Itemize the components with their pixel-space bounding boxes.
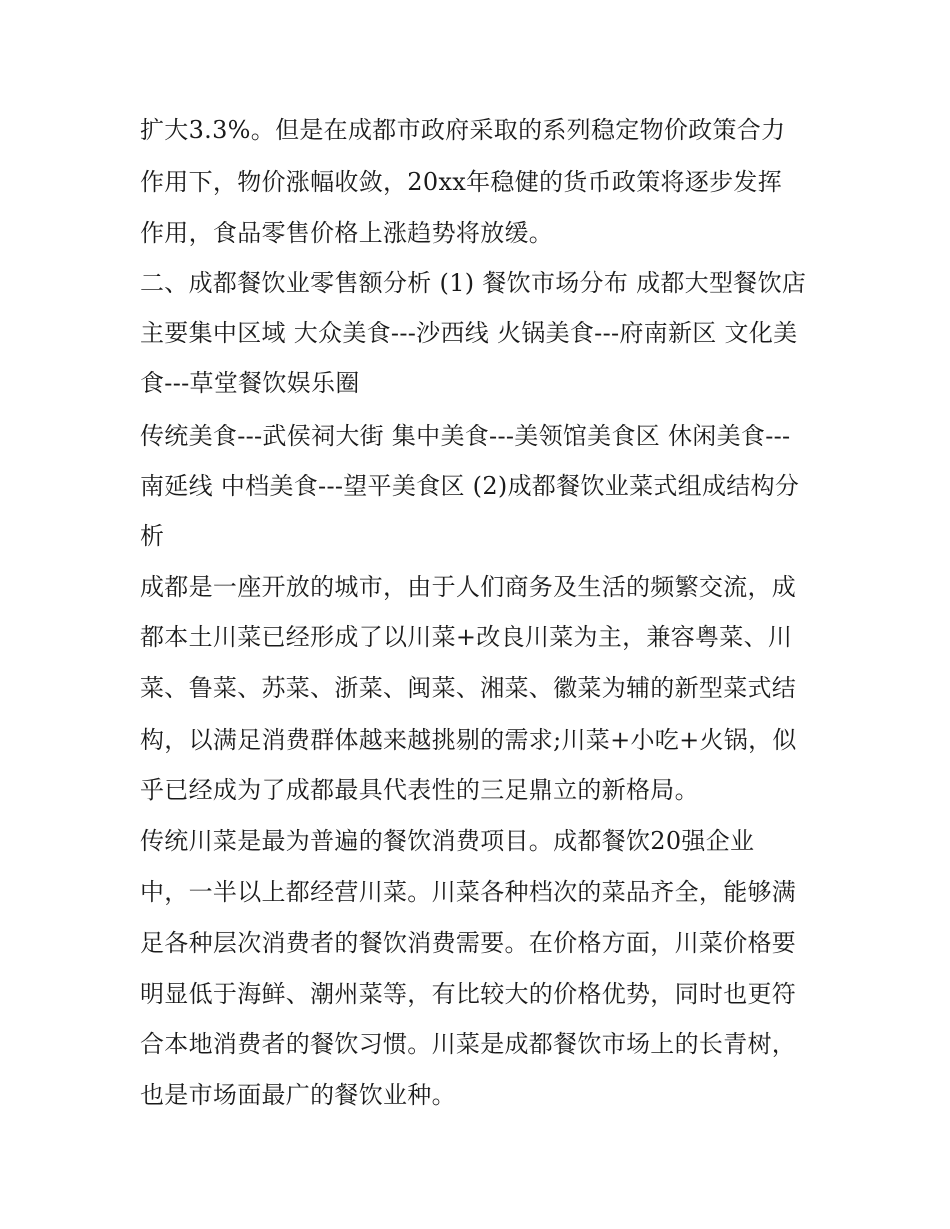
text-line: 南延线 中档美食---望平美食区 (2)成都餐饮业菜式组成结构分 [140, 472, 800, 500]
text-line: 传统美食---武侯祠大街 集中美食---美领馆美食区 休闲美食--- [140, 422, 791, 450]
text-line: 成都是一座开放的城市，由于人们商务及生活的频繁交流，成 [140, 573, 797, 601]
text-line: 乎已经成为了成都最具代表性的三足鼎立的新格局。 [140, 776, 699, 804]
text-line: 合本地消费者的餐饮习惯。川菜是成都餐饮市场上的长青树， [140, 1030, 797, 1058]
text-line: 扩大3.3%。但是在成都市政府采取的系列稳定物价政策合力 [140, 116, 786, 144]
text-line: 作用下，物价涨幅收敛，20xx年稳健的货币政策将逐步发挥 [140, 168, 783, 196]
text-line: 主要集中区域 大众美食---沙西线 火锅美食---府南新区 文化美 [140, 319, 798, 347]
text-line: 菜、鲁菜、苏菜、浙菜、闽菜、湘菜、徽菜为辅的新型菜式结 [140, 674, 797, 702]
text-line: 传统川菜是最为普遍的餐饮消费项目。成都餐饮20强企业 [140, 827, 755, 855]
section-heading-line: 二、成都餐饮业零售额分析 (1) 餐饮市场分布 成都大型餐饮店 [140, 269, 807, 297]
text-line: 也是市场面最广的餐饮业种。 [140, 1081, 456, 1109]
text-line: 析 [140, 522, 165, 550]
text-line: 作用，食品零售价格上涨趋势将放缓。 [140, 219, 554, 247]
text-line: 食---草堂餐饮娱乐圈 [140, 369, 360, 397]
text-line: 都本土川菜已经形成了以川菜+改良川菜为主，兼容粤菜、川 [140, 623, 793, 651]
text-line: 构，以满足消费群体越来越挑剔的需求;川菜+小吃+火锅，似 [140, 726, 797, 754]
text-line: 足各种层次消费者的餐饮消费需要。在价格方面，川菜价格要 [140, 929, 797, 957]
text-line: 中，一半以上都经营川菜。川菜各种档次的菜品齐全，能够满 [140, 878, 797, 906]
text-line: 明显低于海鲜、潮州菜等，有比较大的价格优势，同时也更符 [140, 980, 797, 1008]
